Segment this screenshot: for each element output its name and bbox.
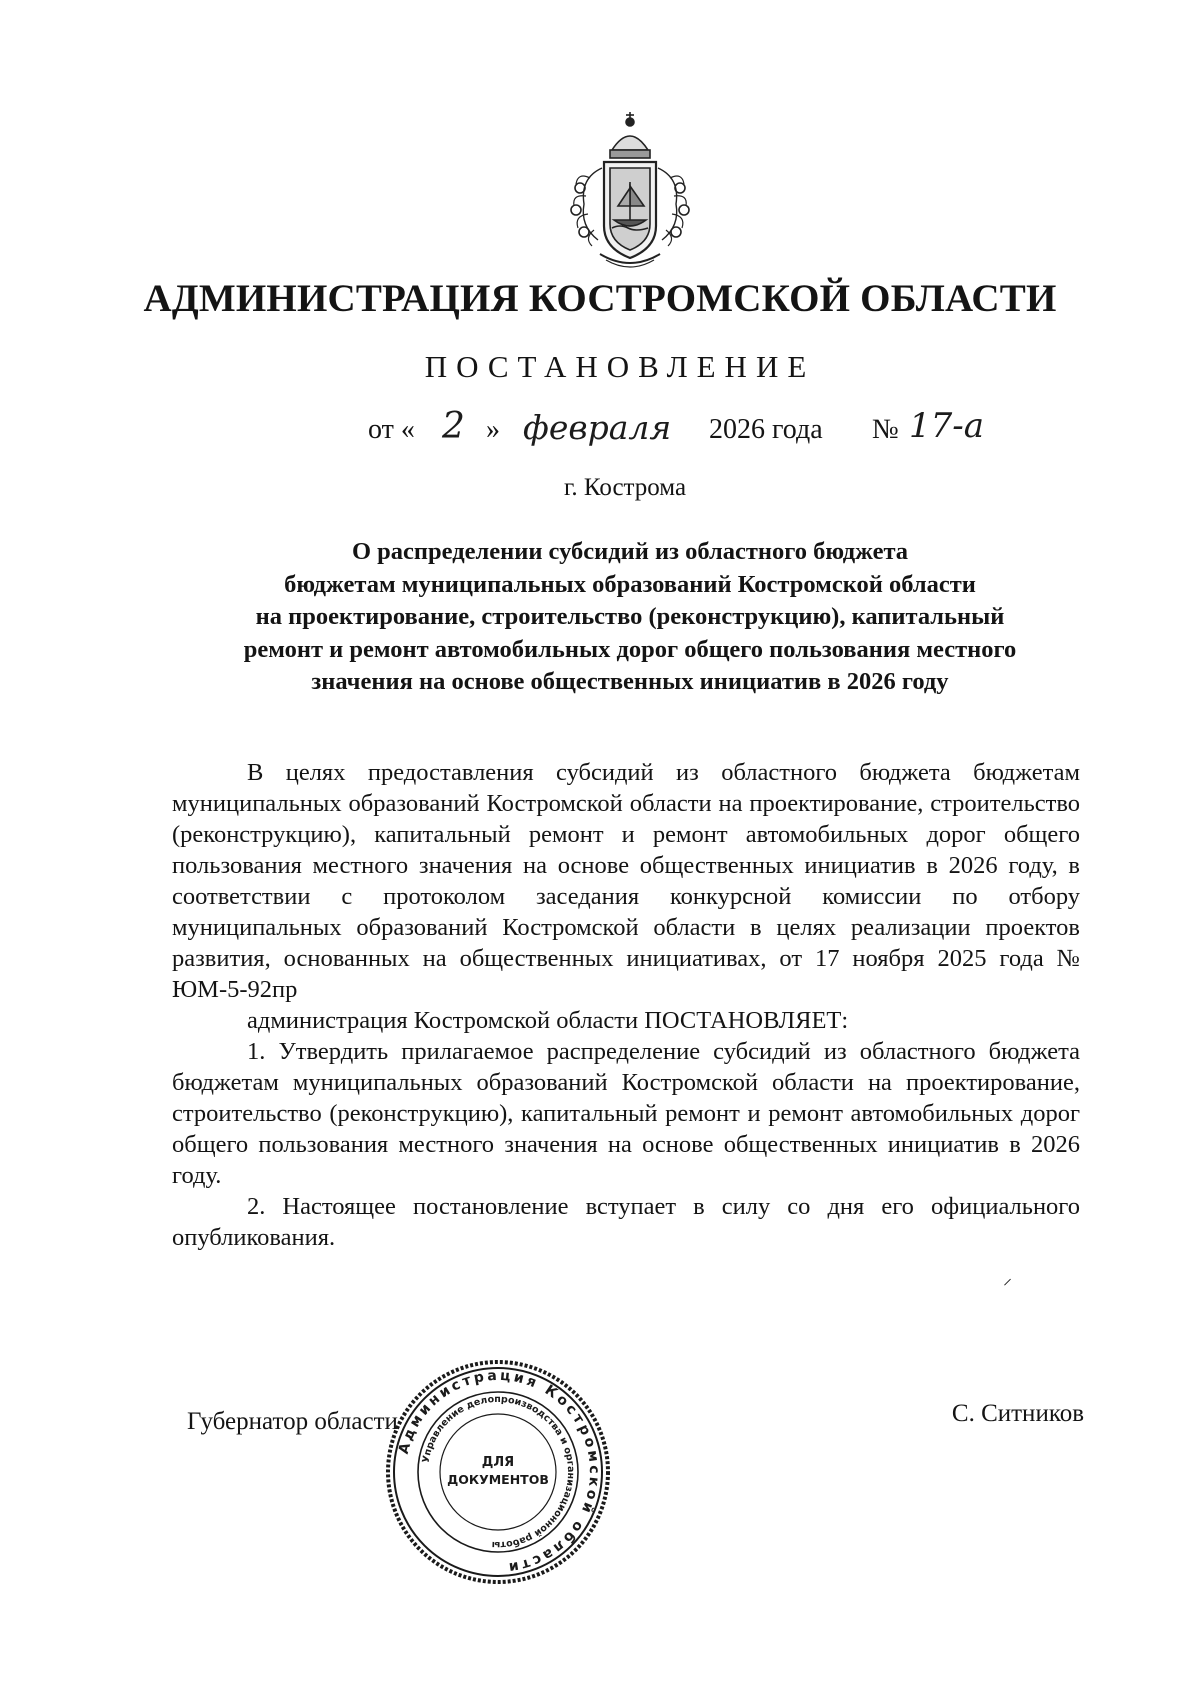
item-2-paragraph: 2. Настоящее постановление вступает в силу со дня его официального опубликования.	[172, 1193, 1080, 1251]
signatory-name: С. Ситников	[951, 1400, 1084, 1427]
coat-of-arms-icon	[550, 108, 710, 276]
stamp-outer-text: Администрация Костромской области	[395, 1367, 603, 1576]
preamble-paragraph: В целях предоставления субсидий из областного бюджета бюджетам муниципальных образований Костромской области на проектирование, строительство (реконструкцию), капитальный ремонт и ремонт автомобильных дорог общего пользования местного значения на основе общественных инициатив в 2026 году, в соответствии с протоколом заседания конкурсной комиссии по отбору муниципальных образований Костромской области в целях реализации проектов развития, основанных на общественных инициативах, от 17 ноября 2025 года № ЮМ-5-92пр	[172, 759, 1080, 1003]
item-1-paragraph: 1. Утвердить прилагаемое распределение субсидий из областного бюджета бюджетам муниципальных образований Костромской области на проектирование, строительство (реконструкцию), капитальный ремонт и ремонт автомобильных дорог общего пользования местного значения на основе общественных инициатив в 2026 году.	[172, 1038, 1080, 1189]
title-line: значения на основе общественных инициатив в 2026 году	[311, 668, 949, 695]
organization-name: АДМИНИСТРАЦИЯ КОСТРОМСКОЙ ОБЛАСТИ	[143, 277, 1057, 320]
resolves-paragraph: администрация Костромской области ПОСТАНОВЛЯЕТ:	[247, 1007, 849, 1034]
city: г. Кострома	[563, 474, 687, 501]
title-line: на проектирование, строительство (реконструкцию), капитальный	[255, 603, 1005, 630]
date-day-handwritten: 2	[442, 406, 465, 447]
document-type: ПОСТАНОВЛЕНИЕ	[424, 349, 816, 384]
ink-mark: ⸝	[1003, 1268, 1012, 1288]
stamp-center-line-2: ДОКУМЕНТОВ	[447, 1472, 549, 1487]
official-stamp	[383, 1357, 613, 1587]
document-title	[180, 536, 1080, 699]
number-sign: №	[872, 414, 899, 445]
title-line: ремонт и ремонт автомобильных дорог общего пользования местного	[243, 635, 1017, 663]
document-number-handwritten: 17-а	[909, 406, 985, 446]
stamp-inner-text: Управление делопроизводства и организационной работы	[420, 1393, 577, 1551]
date-month-handwritten: февраля	[523, 408, 672, 447]
stamp-center-line-1: ДЛЯ	[481, 1455, 515, 1470]
title-line: О распределении субсидий из областного бюджета	[351, 538, 909, 565]
date-prefix: от «	[368, 414, 415, 445]
signatory-position: Губернатор области	[187, 1408, 398, 1435]
date-year: 2026 года	[709, 414, 823, 445]
document-body	[172, 757, 1080, 1253]
date-quote-close: »	[486, 414, 500, 445]
title-line: бюджетам муниципальных образований Костромской области	[284, 570, 976, 598]
